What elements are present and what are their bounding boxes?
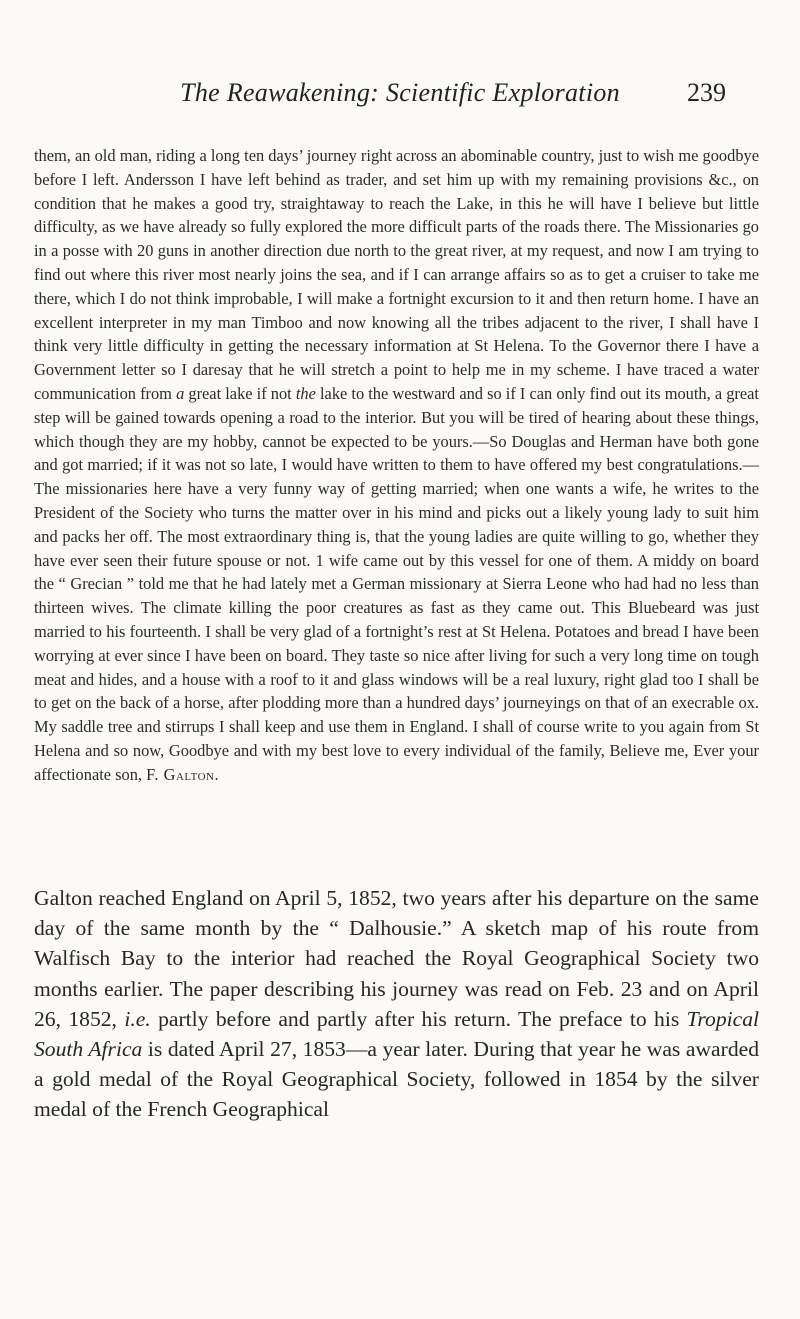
narrative-text-3: is dated April 27, 1853—a year later. During that year he was awarded a gold medal of the Royal Geographical Society, followed in 1854 by the silver medal of the French Geographical bbox=[34, 1037, 759, 1122]
narrative-text-1: Galton reached England on April 5, 1852, two years after his departure on the same day of the same month by the “ Dalhousie.” A sketch map of his route from Walfisch Bay to the interior had reached the Royal Geographical Society two months earlier. The paper describing his journey was read on Feb. 23 and on April 26, 1852, bbox=[34, 886, 759, 1031]
letter-text-2a: great lake if not bbox=[184, 383, 296, 403]
letter-text-2b: lake to the westward and so if I can only find out its mouth, a great step will be gained towards opening a road to the interior. But you will be tired of hearing about these things, which though they are my hobby, cannot be expected to be yours.—So Douglas and Herman have both gone and got married; if it was not so late, I would have written to them to have offered my best congratulations.— The missionaries here have a very funny way of getting married; when one wants a wife, he writes to the President of the Society who turns the matter over in his mind and picks out a likely young lady to suit him and packs her off. The most extraordinary thing is, that the young ladies are quite willing to go, whether they have ever seen their future spouse or not. 1 wife came out by this vessel for one of them. A middy on board the “ Grecian ” told me that he had lately met a German missionary at Sierra Leone who had had no less than thirteen wives. The climate killing the poor creatures as fast as they came out. This Bluebeard was just married to his fourteenth. I shall be very glad of a fortnight’s rest at St Helena. Potatoes and bread I have been worrying at ever since I have been on board. They taste so nice after living for such a very long time on tough meat and hides, and a house with a roof to it and glass windows will be a real luxury, right glad too I shall be to get on the back of a horse, after plodding more than a hundred days’ journeyings on that of an execrable ox. My saddle tree and stirrups I shall keep and use them in England. I shall of course write to you again from St Helena and so now, Goodbye and with my best love to every individual of the family, Believe me, Ever your affectionate son, bbox=[34, 383, 759, 784]
letter-italic-the: the bbox=[295, 383, 316, 403]
running-header bbox=[120, 78, 726, 112]
letter-signature: F. Galton. bbox=[146, 764, 220, 784]
narrative-text-2: partly before and partly after his return. The preface to his bbox=[150, 1006, 687, 1031]
narrative-ie: i.e. bbox=[124, 1006, 151, 1031]
letter-paragraph bbox=[34, 144, 759, 787]
letter-text-1: them, an old man, riding a long ten days’ journey right across an abominable country, just to wish me goodbye before I left. Andersson I have left behind as trader, and set him up with my remaining provisions &c., on condition that he makes a good try, straightaway to reach the Lake, in this he will have I believe but little difficulty, as we have already so fully explored the more difficult parts of the roads there. The Missionaries go in a posse with 20 guns in another direction due north to the great river, at my request, and now I am trying to find out where this river most nearly joins the sea, and if I can arrange affairs so as to get a cruiser to take me there, which I do not think improbable, I will make a fortnight excursion to it and then return home. I have an excellent interpreter in my man Timboo and now knowing all the tribes adjacent to the river, I shall have I think very little difficulty in getting the necessary information at St Helena. To the Governor there I have a Government letter so I daresay that he will stretch a point to help me in my scheme. I have traced a water communication from bbox=[34, 146, 759, 403]
narrative-book-title: Tropical South Africa bbox=[34, 1006, 760, 1062]
letter-italic-a: a bbox=[176, 383, 185, 403]
running-title: The Reawakening: Scientific Exploration bbox=[180, 78, 620, 107]
page-number: 239 bbox=[687, 78, 726, 107]
narrative-paragraph bbox=[34, 883, 759, 1125]
